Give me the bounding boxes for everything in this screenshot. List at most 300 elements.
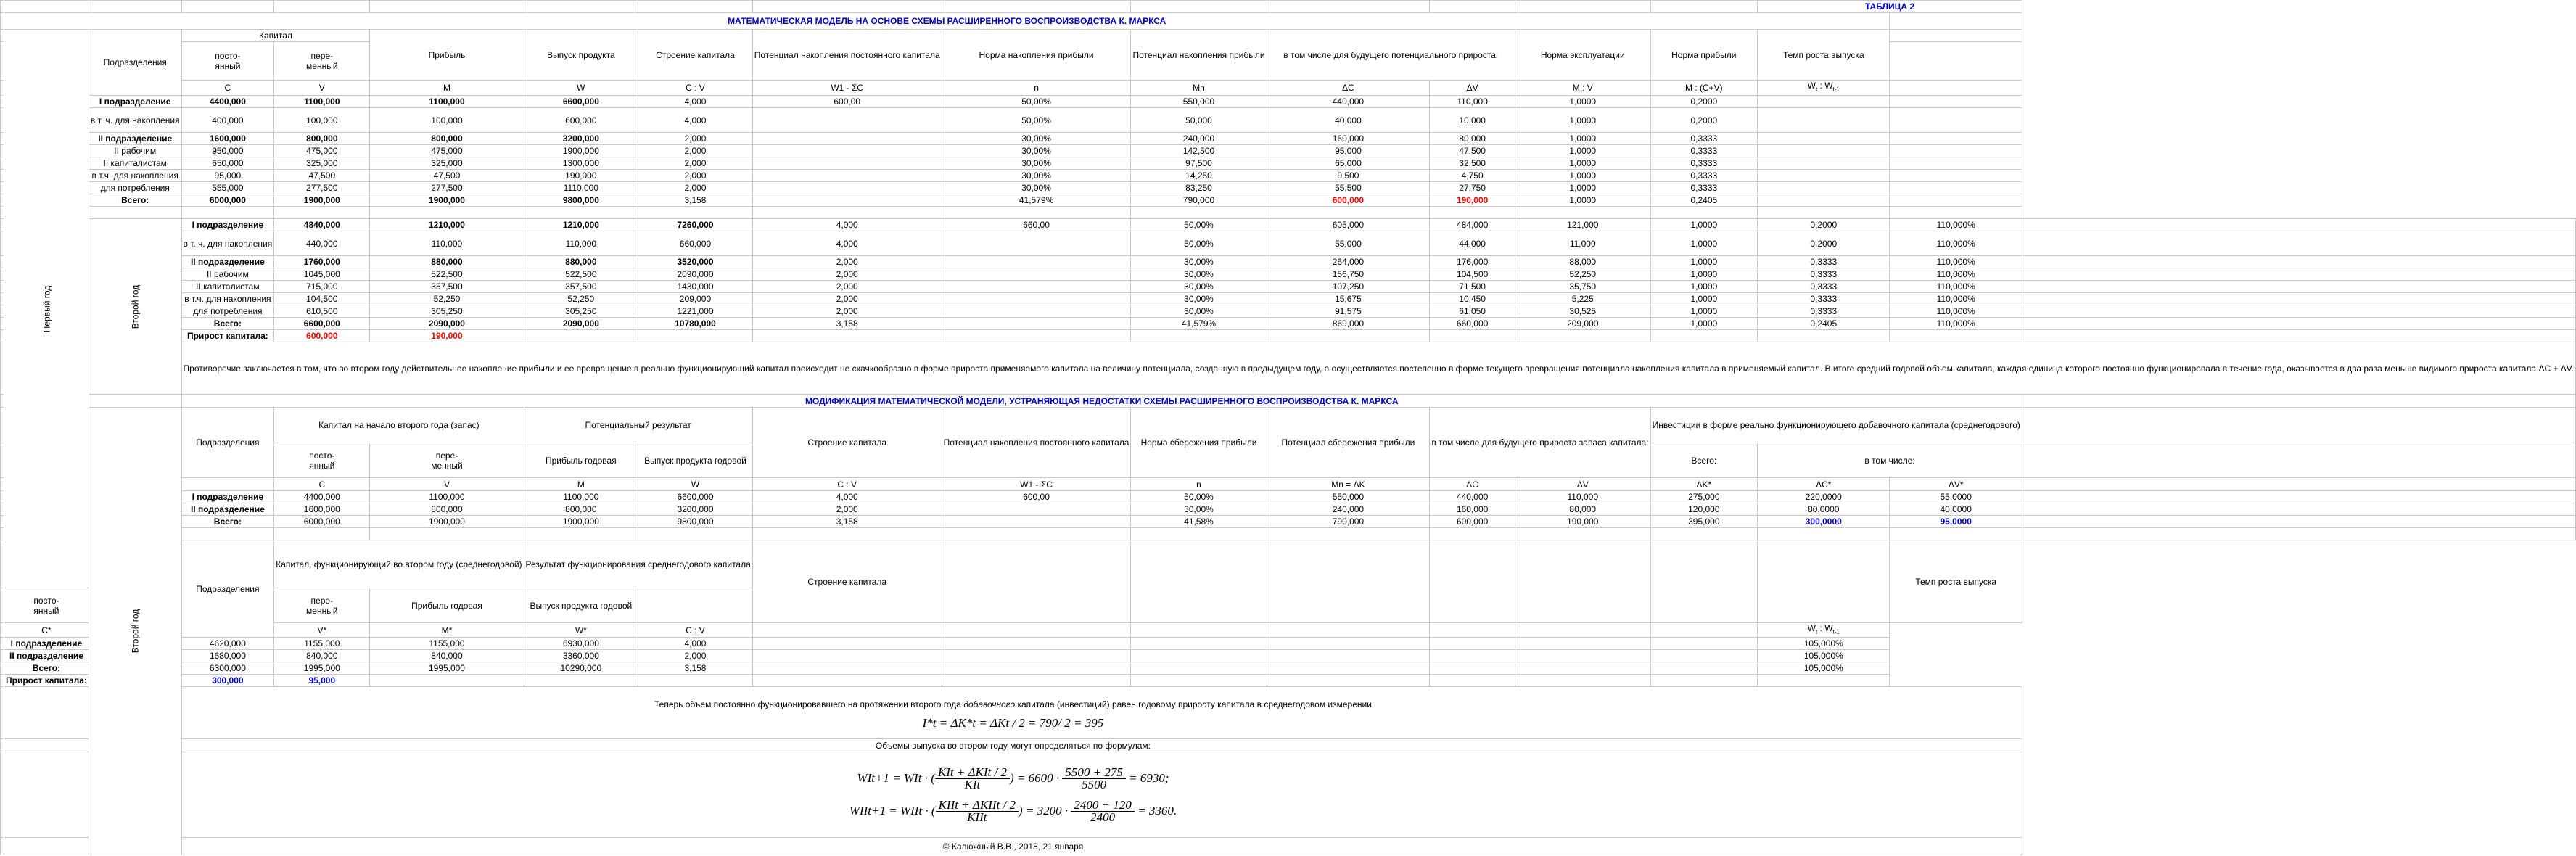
value-cell: 3200,000 xyxy=(638,503,753,516)
value-cell: 1,0000 xyxy=(1650,231,1758,256)
empty-cell xyxy=(942,675,1131,687)
value-cell: 395,000 xyxy=(1650,516,1758,528)
empty-cell xyxy=(1,408,4,443)
value-cell: 0,3333 xyxy=(1758,293,1890,305)
value-cell: 1,0000 xyxy=(1515,133,1650,145)
value-cell: 1430,000 xyxy=(638,281,753,293)
value-cell xyxy=(1758,108,1890,133)
empty-cell xyxy=(1515,662,1650,675)
empty-cell xyxy=(181,528,274,540)
empty-cell xyxy=(1131,675,1267,687)
value-cell: 790,000 xyxy=(1131,194,1267,207)
empty-cell xyxy=(2022,516,2575,528)
empty-cell xyxy=(1650,650,1758,662)
value-cell: 240,000 xyxy=(1131,133,1267,145)
prirost-v: 190,000 xyxy=(370,330,524,342)
explanation-paragraph: Противоречие заключается в том, что во втором году действительное накопление прибыли и ее превращение в реально функционирующий капитал происходит не скачкообразно в форме прироста применяемого капитала на величину потенциала, созданную в предыдущем году, а осуществляется постепенно в форме текущего превращения потенциала накопления капитала в применяемый капитал. В итоге средний годовой объем капитала, каждая единица которого постоянно функционировала в течение года, оказывается в два раза меньше видимого прироста капитала ΔC + ΔV. xyxy=(181,342,2576,395)
empty-cell xyxy=(2022,281,2575,293)
empty-cell xyxy=(1,133,4,145)
value-cell: 1680,000 xyxy=(181,650,274,662)
value-cell: 9800,000 xyxy=(638,516,753,528)
value-cell: 325,000 xyxy=(274,157,370,170)
value-cell: 4,750 xyxy=(1430,170,1515,182)
value-cell: 2,000 xyxy=(752,268,942,281)
value-cell: 1,0000 xyxy=(1515,108,1650,133)
value-cell xyxy=(942,318,1131,330)
col-header-vtom: в том числе для будущего потенциального прироста: xyxy=(1267,30,1515,81)
value-cell: 555,000 xyxy=(181,182,274,194)
empty-cell xyxy=(1,516,4,528)
note-text-a: Теперь объем постоянно функционировавшего на протяжении второго года xyxy=(654,699,964,710)
empty-cell xyxy=(1,194,4,207)
symbol-cell: Mn = ΔK xyxy=(1267,478,1430,491)
empty-cell xyxy=(181,478,274,491)
prirost-c-2: 300,000 xyxy=(181,675,274,687)
empty-cell xyxy=(2022,256,2575,268)
empty-cell xyxy=(1890,207,2022,219)
value-cell: 600,00 xyxy=(752,96,942,108)
value-cell: 1,0000 xyxy=(1515,194,1650,207)
value-cell: 110,000 xyxy=(1430,96,1515,108)
model-title: МАТЕМАТИЧЕСКАЯ МОДЕЛЬ НА ОСНОВЕ СХЕМЫ РАСШИРЕННОГО ВОСПРОИЗВОДСТВА К. МАРКСА xyxy=(4,13,1890,30)
value-cell: 190,000 xyxy=(1430,194,1515,207)
value-cell: 2090,000 xyxy=(370,318,524,330)
value-cell: 55,0000 xyxy=(1890,491,2022,503)
value-cell: 277,500 xyxy=(370,182,524,194)
value-cell: 44,000 xyxy=(1430,231,1515,256)
value-cell xyxy=(1758,157,1890,170)
empty-cell xyxy=(1,219,4,231)
value-cell: 522,500 xyxy=(524,268,638,281)
empty-cell xyxy=(89,395,181,408)
col-header-vyp-god-3: Выпуск продукта годовой xyxy=(524,588,638,623)
temp-cell: 105,000% xyxy=(1758,662,1890,675)
empty-cell xyxy=(1890,330,2022,342)
col-header-stroenie-2: Строение капитала xyxy=(752,408,942,478)
value-cell: 440,000 xyxy=(274,231,370,256)
value-cell: 1,0000 xyxy=(1650,293,1758,305)
temp-cell: 105,000% xyxy=(1758,638,1890,650)
value-cell: 4400,000 xyxy=(181,96,274,108)
value-cell: 600,00 xyxy=(942,491,1131,503)
empty-cell xyxy=(524,675,638,687)
value-cell: 110,000% xyxy=(1890,231,2022,256)
value-cell: 6000,000 xyxy=(274,516,370,528)
empty-cell xyxy=(1890,145,2022,157)
row-label: для потребления xyxy=(89,182,181,194)
value-cell: 10,000 xyxy=(1430,108,1515,133)
value-cell: 1900,000 xyxy=(274,194,370,207)
empty-cell xyxy=(1890,170,2022,182)
empty-cell xyxy=(1430,330,1515,342)
empty-cell xyxy=(752,638,942,650)
value-cell xyxy=(942,503,1131,516)
symbol-cell: V xyxy=(274,81,370,96)
year-first-label-label: Первый год xyxy=(41,285,52,332)
value-cell: 3,158 xyxy=(752,516,942,528)
value-cell: 2,000 xyxy=(752,305,942,318)
value-cell: 1210,000 xyxy=(370,219,524,231)
value-cell: 1,0000 xyxy=(1515,170,1650,182)
value-cell: 104,500 xyxy=(1430,268,1515,281)
empty-cell xyxy=(89,1,181,13)
value-cell: 0,3333 xyxy=(1758,305,1890,318)
value-cell xyxy=(942,281,1131,293)
value-cell: 2,000 xyxy=(638,182,753,194)
value-cell: 100,000 xyxy=(370,108,524,133)
empty-cell xyxy=(1515,540,1650,623)
empty-cell xyxy=(752,207,942,219)
value-cell: 1100,000 xyxy=(370,96,524,108)
value-cell: 1900,000 xyxy=(524,145,638,157)
value-cell: 4,000 xyxy=(638,638,753,650)
value-cell: 30,00% xyxy=(942,182,1131,194)
value-cell: 9,500 xyxy=(1267,170,1430,182)
value-cell xyxy=(1758,96,1890,108)
value-cell: 4,000 xyxy=(752,231,942,256)
value-cell: 0,2405 xyxy=(1758,318,1890,330)
value-cell: 30,00% xyxy=(942,133,1131,145)
empty-cell xyxy=(1515,638,1650,650)
empty-cell xyxy=(1890,108,2022,133)
empty-cell xyxy=(638,207,753,219)
col-header-kap-func: Капитал, функционирующий во втором году (среднегодовой) xyxy=(274,540,524,588)
empty-cell xyxy=(1650,675,1758,687)
empty-cell xyxy=(1267,330,1430,342)
year-second-label-label: Второй год xyxy=(130,284,141,329)
value-cell: 50,000 xyxy=(1131,108,1267,133)
value-cell: 41,58% xyxy=(1131,516,1267,528)
symbol-cell: C xyxy=(274,478,370,491)
symbol-cell: ΔC* xyxy=(1758,478,1890,491)
empty-cell xyxy=(1890,182,2022,194)
value-cell: 30,00% xyxy=(1131,503,1267,516)
empty-cell xyxy=(1758,207,1890,219)
row-label: в т.ч. для накопления xyxy=(181,293,274,305)
value-cell: 88,000 xyxy=(1515,256,1650,268)
row-label: I подразделение xyxy=(4,638,89,650)
empty-cell xyxy=(752,528,942,540)
value-cell xyxy=(752,108,942,133)
value-cell: 1,0000 xyxy=(1515,96,1650,108)
col-header-podrazdeleniya-2: Подразделения xyxy=(181,408,274,478)
value-cell: 52,250 xyxy=(524,293,638,305)
empty-cell xyxy=(1890,96,2022,108)
value-cell: 11,000 xyxy=(1515,231,1650,256)
value-cell: 0,2405 xyxy=(1650,194,1758,207)
value-cell: 1,0000 xyxy=(1650,268,1758,281)
empty-cell xyxy=(1890,42,2022,81)
value-cell: 1600,000 xyxy=(274,503,370,516)
col-header-post-3: посто- янный xyxy=(4,588,89,623)
empty-cell xyxy=(1131,330,1267,342)
empty-cell xyxy=(1,145,4,157)
symbol-cell: C xyxy=(181,81,274,96)
empty-cell xyxy=(752,1,942,13)
row-label: II подразделение xyxy=(89,133,181,145)
row-label: I подразделение xyxy=(181,219,274,231)
empty-cell xyxy=(2022,443,2575,478)
empty-cell xyxy=(638,528,753,540)
value-cell: 600,000 xyxy=(1430,516,1515,528)
empty-cell xyxy=(1758,528,1890,540)
value-cell: 800,000 xyxy=(524,503,638,516)
empty-cell xyxy=(1,170,4,182)
value-cell: 104,500 xyxy=(274,293,370,305)
formula-w1: WIt+1 = WIt · ( $\frac{\text{KIt + ΔKIt / 2}}{\text{KIt}}$ ) = 6600 · $\frac{5500 + 275}{5500}$ = 6930; xyxy=(857,765,1169,791)
symbol-cell: W* xyxy=(524,623,638,638)
empty-cell xyxy=(1758,675,1890,687)
empty-cell xyxy=(1,491,4,503)
row-label: в т. ч. для накопления xyxy=(89,108,181,133)
empty-cell xyxy=(752,623,942,638)
value-cell: 2,000 xyxy=(752,503,942,516)
value-cell: 4,000 xyxy=(752,491,942,503)
empty-cell xyxy=(2022,330,2575,342)
value-cell: 0,3333 xyxy=(1650,170,1758,182)
empty-cell xyxy=(942,623,1131,638)
value-cell: 0,3333 xyxy=(1758,256,1890,268)
value-cell: 30,00% xyxy=(1131,305,1267,318)
col-header-potencial: Потенциал накопления постоянного капитала xyxy=(752,30,942,81)
empty-cell xyxy=(1,256,4,268)
value-cell: 80,000 xyxy=(1430,133,1515,145)
value-cell: 1600,000 xyxy=(181,133,274,145)
value-cell: 30,00% xyxy=(942,170,1131,182)
symbol-cell: n xyxy=(942,81,1131,96)
symbol-cell: ΔC xyxy=(1267,81,1430,96)
col-header-temp: Темп роста выпуска xyxy=(1758,30,1890,81)
value-cell: 1,0000 xyxy=(1650,281,1758,293)
value-cell: 55,000 xyxy=(1267,231,1430,256)
empty-cell xyxy=(524,1,638,13)
empty-cell xyxy=(2022,293,2575,305)
empty-cell xyxy=(1267,207,1430,219)
value-cell: 240,000 xyxy=(1267,503,1430,516)
row-label: II рабочим xyxy=(181,268,274,281)
value-cell: 120,000 xyxy=(1650,503,1758,516)
value-cell: 650,000 xyxy=(181,157,274,170)
empty-cell xyxy=(1,528,4,540)
row-label: II рабочим xyxy=(89,145,181,157)
col-header-invest-vtom: в том числе: xyxy=(1758,443,2022,478)
value-cell: 2,000 xyxy=(752,293,942,305)
empty-cell xyxy=(1,478,4,491)
temp-cell: 105,000% xyxy=(1758,650,1890,662)
row-label: I подразделение xyxy=(181,491,274,503)
row-label: Всего: xyxy=(89,194,181,207)
value-cell: 2,000 xyxy=(638,170,753,182)
empty-cell xyxy=(1890,81,2022,96)
value-cell: 1995,000 xyxy=(370,662,524,675)
value-cell: 80,0000 xyxy=(1758,503,1890,516)
value-cell: 869,000 xyxy=(1267,318,1430,330)
value-cell: 1100,000 xyxy=(274,96,370,108)
empty-cell xyxy=(1267,650,1430,662)
empty-cell xyxy=(1,305,4,318)
value-cell: 142,500 xyxy=(1131,145,1267,157)
value-cell: 277,500 xyxy=(274,182,370,194)
value-cell: 6600,000 xyxy=(274,318,370,330)
value-cell: 2,000 xyxy=(638,650,753,662)
col-header-stroenie: Строение капитала xyxy=(638,30,753,81)
value-cell: 5,225 xyxy=(1515,293,1650,305)
empty-cell xyxy=(1650,1,1758,13)
value-cell: 2,000 xyxy=(638,133,753,145)
col-header-pot_nak: Потенциал накопления прибыли xyxy=(1131,30,1267,81)
empty-cell xyxy=(1890,133,2022,145)
value-cell: 6000,000 xyxy=(181,194,274,207)
empty-cell xyxy=(1,395,4,408)
col-header-vyp-god: Выпуск продукта годовой xyxy=(638,443,753,478)
empty-cell xyxy=(1890,13,2022,30)
value-cell: 50,00% xyxy=(942,96,1131,108)
value-cell: 660,000 xyxy=(638,231,753,256)
year-second-label xyxy=(89,219,181,395)
empty-cell xyxy=(524,528,638,540)
symbol-cell: C : V xyxy=(638,623,753,638)
value-cell: 209,000 xyxy=(1515,318,1650,330)
value-cell xyxy=(752,182,942,194)
value-cell: 4,000 xyxy=(638,108,753,133)
symbol-cell-w-ratio-3: $W_t$ : $W_{t-1}$ xyxy=(1758,623,1890,638)
value-cell: 1155,000 xyxy=(370,638,524,650)
empty-cell xyxy=(2022,219,2575,231)
symbol-cell: n xyxy=(1131,478,1267,491)
value-cell: 1155,000 xyxy=(274,638,370,650)
value-cell: 600,000 xyxy=(524,108,638,133)
empty-cell xyxy=(2022,395,2575,408)
col-header-kapital: Капитал xyxy=(181,30,370,42)
empty-cell xyxy=(1131,662,1267,675)
empty-cell xyxy=(1758,330,1890,342)
value-cell: 52,250 xyxy=(1515,268,1650,281)
empty-cell xyxy=(1430,1,1515,13)
empty-cell xyxy=(942,650,1131,662)
empty-cell xyxy=(370,207,524,219)
empty-cell xyxy=(1,108,4,133)
value-cell: 6600,000 xyxy=(638,491,753,503)
value-cell: 15,675 xyxy=(1267,293,1430,305)
empty-cell xyxy=(942,330,1131,342)
value-cell: 2,000 xyxy=(638,145,753,157)
empty-cell xyxy=(1650,330,1758,342)
value-cell: 1995,000 xyxy=(274,662,370,675)
prirost-v-2: 95,000 xyxy=(274,675,370,687)
empty-cell xyxy=(1515,207,1650,219)
value-cell: 190,000 xyxy=(1515,516,1650,528)
value-cell: 1,0000 xyxy=(1650,219,1758,231)
value-cell: 91,575 xyxy=(1267,305,1430,318)
empty-cell xyxy=(942,540,1131,623)
symbol-cell: M xyxy=(524,478,638,491)
empty-cell xyxy=(752,650,942,662)
value-cell: 97,500 xyxy=(1131,157,1267,170)
value-cell: 1900,000 xyxy=(370,516,524,528)
col-header-pribyl: Прибыль xyxy=(370,30,524,81)
empty-cell xyxy=(1,443,4,478)
value-cell: 3360,000 xyxy=(524,650,638,662)
empty-cell xyxy=(1430,540,1515,623)
value-cell xyxy=(1758,133,1890,145)
value-cell: 880,000 xyxy=(524,256,638,268)
value-cell: 0,3333 xyxy=(1650,145,1758,157)
col-header-norma_sber-2: Норма сбережения прибыли xyxy=(1131,408,1267,478)
empty-cell xyxy=(1515,650,1650,662)
col-header-vtom-zapas: в том числе для будущего прироста запаса капитала: xyxy=(1430,408,1650,478)
value-cell: 1,0000 xyxy=(1515,145,1650,157)
empty-cell xyxy=(1,503,4,516)
empty-cell xyxy=(1430,528,1515,540)
empty-cell xyxy=(1650,540,1758,623)
modification-title: МОДИФИКАЦИЯ МАТЕМАТИЧЕСКОЙ МОДЕЛИ, УСТРАНЯЮЩАЯ НЕДОСТАТКИ СХЕМЫ РАСШИРЕННОГО ВОСПРОИЗВОДСТВА К. МАРКСА xyxy=(181,395,2022,408)
value-cell: 605,000 xyxy=(1267,219,1430,231)
value-cell: 1100,000 xyxy=(370,491,524,503)
empty-cell xyxy=(1131,528,1267,540)
col-header-prib-god-3: Прибыль годовая xyxy=(370,588,524,623)
empty-cell xyxy=(1267,1,1430,13)
value-cell: 47,500 xyxy=(370,170,524,182)
value-cell: 110,000% xyxy=(1890,305,2022,318)
empty-cell xyxy=(1131,623,1267,638)
empty-cell xyxy=(1,281,4,293)
value-cell: 715,000 xyxy=(274,281,370,293)
value-cell xyxy=(752,157,942,170)
value-cell: 41,579% xyxy=(1131,318,1267,330)
value-cell: 550,000 xyxy=(1131,96,1267,108)
row-label: для потребления xyxy=(181,305,274,318)
value-cell: 32,500 xyxy=(1430,157,1515,170)
value-cell: 50,00% xyxy=(1131,491,1267,503)
empty-cell xyxy=(1,268,4,281)
row-label: Всего: xyxy=(181,516,274,528)
value-cell xyxy=(942,305,1131,318)
empty-cell xyxy=(1890,30,2022,42)
value-cell: 357,500 xyxy=(370,281,524,293)
empty-cell xyxy=(370,1,524,13)
value-cell: 800,000 xyxy=(370,133,524,145)
value-cell: 1221,000 xyxy=(638,305,753,318)
empty-cell xyxy=(1515,675,1650,687)
value-cell: 1,0000 xyxy=(1650,318,1758,330)
symbol-cell: C* xyxy=(4,623,89,638)
value-cell: 35,750 xyxy=(1515,281,1650,293)
output-formulas xyxy=(4,752,2022,838)
value-cell: 1210,000 xyxy=(524,219,638,231)
value-cell: 800,000 xyxy=(370,503,524,516)
value-cell xyxy=(752,194,942,207)
col-header-potencial-2: Потенциал накопления постоянного капитала xyxy=(942,408,1131,478)
value-cell: 50,00% xyxy=(1131,231,1267,256)
value-cell: 30,00% xyxy=(1131,293,1267,305)
value-cell: 1900,000 xyxy=(370,194,524,207)
value-cell: 160,000 xyxy=(1430,503,1515,516)
value-cell: 6930,000 xyxy=(524,638,638,650)
col-header-invest: Инвестиции в форме реально функционирующего добавочного капитала (среднегодового) xyxy=(1650,408,2022,443)
value-cell: 440,000 xyxy=(1267,96,1430,108)
empty-cell xyxy=(89,207,181,219)
symbol-cell: ΔC xyxy=(1430,478,1515,491)
note-formulas-intro: Объемы выпуска во втором году могут определяться по формулам: xyxy=(4,739,2022,752)
value-cell: 41,579% xyxy=(942,194,1131,207)
empty-cell xyxy=(1890,157,2022,170)
value-cell: 1300,000 xyxy=(524,157,638,170)
value-cell: 100,000 xyxy=(274,108,370,133)
empty-cell xyxy=(2022,231,2575,256)
empty-cell xyxy=(1,342,4,395)
value-cell: 10780,000 xyxy=(638,318,753,330)
value-cell: 484,000 xyxy=(1430,219,1515,231)
